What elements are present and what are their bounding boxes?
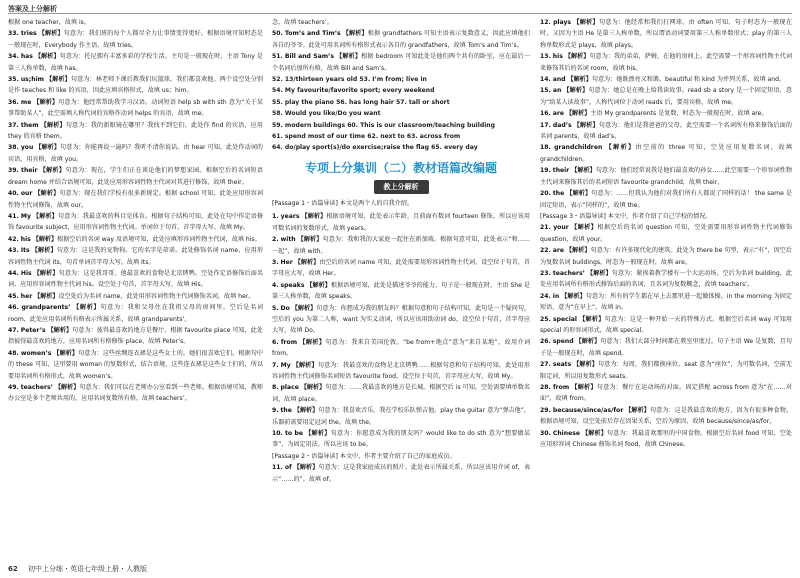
answer-item (540, 291, 792, 314)
analysis-tag: 【解析】 (73, 304, 101, 312)
explanation-text: 句意为：这是我的宠物狗。它的名字是蒂诺。此处修饰名词 name，应用形容词性物主代词 its，句首单词首字母大写。故填 Its。 (8, 247, 263, 266)
explanation-text: 句意为：我喜欢音乐，我在学校乐队弹吉他。play the guitar 意为“弹吉他”，乐器前需要用定冠词 the。故填 the。 (272, 407, 530, 426)
answer-item (540, 222, 792, 245)
explanation-text: 句意为：……我最喜欢的地方是长城。根据空后 is 可知，空处需要填单数名词，故填 place。 (272, 384, 530, 403)
answer-item (8, 28, 263, 51)
answer-word: his (552, 53, 563, 61)
answer-word: place (280, 384, 299, 392)
analysis-tag: 【解析】 (573, 361, 598, 369)
answer-item (8, 165, 263, 188)
explanation-text: 句意为：……但我认为他们对我们所有人都说了同样的话！ the same 是固定短语，表示“同样的”，故填 the。 (540, 190, 792, 209)
explanation-text: 根据 bedroom 可知此处是他们两个共有的卧室，应在最后一个名词后加所有格，故填 Bill and Sam’s。 (272, 53, 530, 72)
book-title: 初中上分练・英语七年级上册・人教版 (27, 565, 147, 573)
item-number: 10. (272, 430, 283, 437)
answer-item (272, 211, 530, 234)
answer-word: because/since/as/for (552, 406, 624, 414)
analysis-tag: 【解析】 (300, 384, 326, 392)
answer-word: and (552, 76, 566, 84)
answer-word: our (20, 190, 33, 198)
explanation-text: 主语 My grandparents 是复数，时态为一般现在时，故填 are。 (590, 110, 768, 118)
left-column (8, 17, 263, 557)
item-number: 21. (540, 224, 551, 232)
analysis-tag: 【解析】 (579, 315, 605, 323)
short-answer-line: 64. do/play sport(s)/do exercise;raise the flag 65. every day (272, 144, 478, 152)
analysis-tag: 【解析】 (293, 464, 319, 472)
short-answer-line: 59. modern buildings 60. This is our classroom/teaching building (272, 121, 495, 129)
explanation-text: 句意为：托尼拥有丰富多彩的学校生活。主句是一般现在时，主语 Tony 是第三人称单数，故填 has。 (8, 53, 263, 72)
answer-item (540, 405, 792, 428)
item-number: 11. (272, 464, 283, 472)
analysis-tag: 【解析】 (33, 212, 58, 220)
answer-item (272, 257, 530, 280)
item-number: 40. (8, 190, 19, 198)
analysis-tag: 【解析】 (342, 30, 368, 38)
analysis-tag: 【解析】 (34, 53, 60, 61)
analysis-tag: 【解析】 (573, 121, 599, 129)
item-number: 41. (8, 212, 19, 220)
answer-item (8, 120, 263, 143)
item-number: 27. (540, 361, 551, 369)
item-number: 42. (8, 235, 19, 243)
item-number: 50. (272, 30, 283, 38)
analysis-tag: 【解析】 (53, 349, 79, 357)
analysis-tag: 【解析】 (47, 326, 73, 334)
analysis-tag: 【解析】 (566, 247, 591, 255)
page-header: 答案及上分解析 (8, 5, 57, 13)
answer-word: from (552, 384, 570, 391)
short-answer-line: 55. play the piano 56. has long hair 57. tall or short (272, 98, 450, 106)
answer-item (8, 234, 263, 245)
section-badge: 教上分解析 (374, 180, 429, 194)
answer-word: an (552, 87, 562, 95)
section-title: 专项上分集训（二）教材语篇改编题 (304, 160, 497, 175)
analysis-tag: 【解析】 (297, 236, 323, 244)
answer-word: me (20, 98, 32, 106)
explanation-text: 句意为：你能再说一遍吗？我听不清你说话。由 hear 可知，此处作动词的宾语，用宾格，故填 you。 (8, 144, 263, 163)
explanation-text: 句意为：他经常和我们打网球。由 often 可知，句子时态为一般现在时，又因为主语 He 是第三人称单数，所以谓语动词要用第三人称单数形式；play 的第三人称单数形式是 plays，故填 plays。 (540, 19, 792, 49)
analysis-tag: 【解析】 (34, 190, 60, 198)
answer-word: with (280, 236, 296, 244)
passage-intro: [Passage 1・语篇导读] 本文是两个人的自我介绍。 (272, 199, 413, 207)
explanation-text: 根据空后的名词 question 可知，空处需要用形容词性物主代词修饰 question，故填 your。 (540, 224, 792, 243)
item-number: 1. (272, 213, 279, 221)
answer-item (8, 268, 263, 291)
answer-item (8, 51, 263, 74)
item-number: 23. (540, 269, 551, 277)
answer-item (272, 17, 530, 28)
item-number: 45. (8, 292, 19, 300)
answer-word: teachers’ (20, 384, 53, 391)
item-number: 17. (540, 121, 551, 129)
item-number: 43. (8, 247, 19, 255)
answer-item (540, 142, 792, 165)
analysis-tag: 【解析】 (575, 338, 601, 346)
answer-word: them (20, 121, 39, 129)
item-number: 12. (540, 19, 551, 26)
answer-word: special (552, 315, 578, 323)
explanation-text: 根据语境可知，此处表示年龄，且前面有数词 fourteen 修饰，所以应该用可数名词的复数形式，故填 years。 (272, 213, 530, 232)
answer-word: seats (552, 361, 572, 369)
answer-item (540, 188, 792, 211)
item-number: 49. (8, 384, 19, 391)
explanation-text: 念，故填 teachers’。 (272, 19, 333, 26)
analysis-tag: 【解析】 (565, 110, 591, 118)
middle-column (272, 17, 530, 557)
answer-word: dad’s (552, 121, 572, 129)
answer-word: grandparents’ (21, 304, 71, 312)
answer-word: women’s (20, 349, 52, 357)
answer-item (540, 120, 792, 143)
answer-item (8, 188, 263, 211)
answer-item (272, 428, 530, 451)
answer-item (540, 314, 792, 337)
explanation-text: 句意为：紧挨着教学楼有一个大运动场。空后为名词 building，此处应用名词所有格形式修饰后面的名词，且名词为复数概念，故填 teachers’。 (540, 269, 792, 289)
item-number: 16. (540, 110, 551, 118)
explanation-text: 句意为：我的新眼镜在哪里？我找不到它们。此处作 find 的宾语，应用 they 的宾格 them。 (8, 121, 263, 141)
answer-word: My (20, 212, 31, 220)
analysis-tag: 【解析】 (571, 384, 597, 391)
item-number: 15. (540, 87, 551, 95)
answer-item (540, 74, 792, 85)
item-number: 6. (272, 338, 279, 346)
explanation-text: 句意为：我们可以在老师办公室看到一些老师。根据语境可知，教师办公室是多个老师共用的，应用名词复数所有格，故填 teachers’。 (8, 384, 263, 403)
item-number: 14. (540, 76, 551, 84)
item-number: 13. (540, 53, 551, 61)
item-number: 18. (540, 144, 551, 152)
answer-word: has (20, 53, 33, 61)
answer-word: us;him (20, 76, 45, 84)
explanation-text: 句意为：他们是我爸爸的父母。此空需要一个名词所有格来修饰后面的名词 parents，故填 dad’s。 (540, 121, 792, 141)
explanation-text: 句意为：你愿意成为我的朋友吗？would like to do sth 意为“想要做某事”，为固定用法，所以应该 to be。 (272, 430, 530, 449)
explanation-text: 句意为：彼得最喜欢的地方是餐厅。根据 favourite place 可知，此处指彼得最喜欢的地方，应用名词所有格修饰 place，故填 Peter’s。 (8, 326, 263, 346)
short-answer-line: 54. My favourite/favorite sport; every weekend (272, 87, 435, 95)
answer-word: Peter’s (20, 326, 46, 334)
explanation-text: 句意为：我和父母住在我祖父母的房间里。空后是名词 room，此处应用名词所有格表示所属关系，故填 grandparents’。 (8, 304, 263, 323)
item-number: 20. (540, 190, 551, 198)
answer-item (8, 74, 263, 97)
answer-word: to be (285, 430, 303, 437)
explanation-text: 句意为：这是我最喜欢的地方，因为有很多种食物。根据语境可知，设空处前后存在因果关系，空后为原因，故填 because/since/as/for。 (540, 406, 792, 426)
explanation-text: 根据语境可知，此处是描述爷爷的能力，句子是一般现在时，主语 She 是第三人称单数，故填 speaks。 (272, 281, 530, 301)
answer-item (540, 17, 792, 51)
answer-word: the (280, 407, 292, 415)
middle-top-answers (272, 17, 530, 74)
answer-item (272, 382, 530, 405)
analysis-tag: 【解析】 (299, 338, 326, 346)
analysis-tag: 【解析】 (571, 224, 598, 232)
item-number: 8. (272, 384, 279, 392)
answer-word: plays (553, 19, 572, 26)
answer-item (540, 51, 792, 74)
analysis-tag: 【解析】 (571, 167, 596, 175)
answer-item (8, 97, 263, 120)
analysis-tag: 【解析】 (46, 76, 71, 84)
answer-word: your (553, 224, 569, 232)
answer-word: Do (280, 304, 290, 312)
item-number: 30. (540, 429, 551, 437)
short-answer-line: 58. Would you like/Do you want (272, 110, 381, 118)
item-number: 2. (272, 236, 279, 244)
answer-item (272, 51, 530, 74)
answer-item (272, 360, 530, 383)
answer-item (272, 28, 530, 51)
explanation-text: 句意为：他们经常说我是他们最喜欢的孙女……此空需要一个形容词性物主代词来修饰其后的名词短语 favourite grandchild，故填 their。 (540, 167, 792, 186)
right-column (540, 17, 792, 557)
answer-word: are (552, 110, 564, 118)
explanation-text: 根据空后的名词 way 及语境可知，此处应填形容词性物主代词，故填 his。 (57, 235, 261, 243)
answer-word: are (552, 247, 565, 255)
answer-word: grandchildren (554, 144, 603, 152)
answer-word: Her (280, 258, 293, 266)
explanation-text: 句意为：这是我哥哥。他最喜欢的食物是北京烤鸭。空处作定语修饰后面名词，应用形容词性物主代词 his。设空处于句首，首字母大写，故填 His。 (8, 269, 263, 289)
page-number: 62 (8, 565, 18, 573)
answer-item (540, 108, 792, 119)
item-number: 22. (540, 247, 551, 255)
explanation-text: 设空处后为名词 name，此处用形容词性物主代词修饰名词，故填 her。 (58, 292, 255, 300)
analysis-tag: 【解析】 (587, 269, 612, 277)
middle-bottom-answers (272, 211, 530, 485)
answer-word: Tom’s and Tim’s (284, 30, 341, 38)
answer-item (272, 337, 530, 360)
item-number: 47. (8, 326, 19, 334)
explanation-text: 句意为：我的弟弟，萨姆，在他的房间上。此空需要一个形容词性物主代词来修饰其后的名词 room，故填 his。 (540, 53, 792, 72)
answer-item (272, 280, 530, 303)
explanation-text: 句意为：她总是在晚上给我读故事。read sb a story 是一个固定短语，意为“给某人读故事”，人称代词位于动词 reads 后，要用宾格，故填 me。 (540, 87, 792, 106)
item-number: 44. (8, 269, 19, 277)
answer-word: you (20, 144, 34, 152)
analysis-tag: 【解析】 (566, 190, 592, 198)
explanation-text: 句意为：我们大部分时间都在教室里度过。句子主语 We 是复数，且句子是一般现在时，故填 spend。 (540, 338, 792, 357)
explanation-text: 由空后的名词 name 可知，此处需要用形容词性物主代词，设空位于句首，首字母应大写，故填 Her。 (272, 258, 530, 278)
answer-word: in (552, 292, 560, 300)
explanation-text: 句意为：我最喜欢的食物是北京烤鸭……根据句意和句子结构可知，此处用形容词性物主代词修饰名词短语 favourite food，设空位于句首，首字母应大写，故填 My。 (272, 361, 530, 380)
item-number: 39. (8, 167, 19, 175)
answer-item (540, 428, 792, 451)
answer-word: Chinese (552, 429, 580, 437)
answer-word: Bill and Sam’s (284, 53, 334, 61)
analysis-tag: 【解析】 (573, 19, 599, 26)
answer-item (8, 17, 263, 28)
answer-item (540, 85, 792, 108)
short-answer-list (272, 74, 530, 154)
answer-word: His (20, 269, 32, 277)
item-number: 33. (8, 30, 19, 38)
item-number: 48. (8, 349, 19, 357)
analysis-tag: 【解析】 (294, 258, 320, 266)
explanation-text: 句意为：你想成为我的朋友吗？根据句意和句子结构可知，此句是一个疑问句，空后的 you 为第二人称，want 为实义动词，所以应该用助动词 do，设空位于句首，首字母应大写，故填 Do。 (272, 304, 530, 335)
explanation-text: 句意为：现在我们学校有很多新规定。根据 school 可知，此处应用形容词性物主代词修饰，故填 our。 (8, 190, 263, 209)
explanation-text: 句意为：有许多现代化的建筑。此处为 there be 句型，表示“有”，因空后为复数名词 buildings，时态为一般现在时，故填 are。 (540, 247, 792, 266)
page-footer (8, 564, 147, 574)
answer-item (272, 234, 530, 257)
answer-item (540, 165, 792, 188)
analysis-tag: 【解析】 (33, 98, 59, 106)
answer-word: Its (20, 247, 30, 255)
analysis-tag: 【解析】 (582, 429, 607, 437)
answer-item (540, 245, 792, 268)
item-number: 26. (540, 338, 551, 346)
analysis-tag: 【解析】 (301, 213, 327, 221)
analysis-tag: 【解析】 (31, 247, 57, 255)
item-number: 24. (540, 292, 551, 300)
explanation-text: 句意为：我来自美国伦敦。“be from+地点”意为“来自某地”，故用介词 from。 (272, 338, 530, 358)
item-number: 9. (272, 407, 279, 415)
answer-item (540, 359, 792, 382)
item-number: 51. (272, 53, 283, 61)
analysis-tag: 【解析】 (32, 235, 58, 243)
answer-word: teachers’ (552, 269, 586, 277)
analysis-tag: 【解析】 (34, 292, 59, 300)
answer-item (8, 291, 263, 302)
short-answer-line: 61. spend most of our time 62. next to 63. across from (272, 133, 461, 141)
answer-word: My (280, 361, 291, 369)
answer-item (272, 303, 530, 337)
explanation-text: 根据 one teacher，故填 is。 (8, 19, 90, 26)
answer-item (540, 336, 792, 359)
answer-word: tries (20, 30, 37, 38)
analysis-tag: 【解析】 (305, 430, 331, 437)
answer-word: speaks (280, 281, 305, 289)
explanation-text: 根据 grandfathers 可知主语表示复数意义，因此应填他们各自的爷爷。此处可用名词所有格形式表示各自的 grandfathers，故填 Tom’s and Tim’s。 (272, 30, 530, 49)
item-number: 5. (272, 304, 279, 312)
answer-word: the (552, 190, 565, 198)
explanation-text: [Passage 3・语篇导读] 本文中，作者介绍了自己学校的情况。 (540, 212, 712, 220)
item-number: 29. (540, 406, 551, 414)
answer-item (540, 211, 792, 222)
explanation-text: 句意为：所有的学生都在早上去那里进一起做体操。in the morning 为固定短语，意为“在早上”，故填 in。 (540, 292, 792, 312)
analysis-tag: 【解析】 (561, 292, 586, 300)
answer-word: their (21, 167, 38, 175)
analysis-tag: 【解析】 (292, 361, 318, 369)
item-number: 3. (272, 258, 279, 266)
explanation-text: 句意为：每周，我们都换座位。seat 意为“座位”，为可数名词，空前无限定词，所以用复数形式 seats。 (540, 361, 792, 380)
item-number: 34. (8, 53, 19, 61)
answer-word: his (20, 235, 31, 243)
analysis-tag: 【解析】 (291, 304, 317, 312)
item-number: 46. (8, 304, 19, 312)
answer-word: spend (552, 338, 574, 346)
analysis-tag: 【解析】 (35, 144, 61, 152)
section-badge-wrap (272, 180, 530, 194)
analysis-tag: 【解析】 (33, 269, 59, 277)
item-number: 37. (8, 121, 19, 129)
explanation-text: 句意为：餐厅在运动场的对面。固定搭配 across from 意为“在……对面”，故填 from。 (540, 384, 792, 403)
item-number: 7. (272, 361, 279, 369)
item-number: 28. (540, 384, 551, 391)
item-number: 36. (8, 98, 19, 106)
item-number: 25. (540, 315, 551, 323)
answer-word: their (552, 167, 570, 175)
explanation-text: 句意为：这是一种开始一天的特殊方式。根据空后名词 way 可知用 special 的形容词形式，故填 special。 (540, 315, 792, 334)
analysis-tag: 【解析】 (567, 76, 592, 84)
explanation-text: 句意为：我和我的大家庭一起住在新加坡。根据句意可知，此处表示“和……一起”，故填 with。 (272, 236, 530, 255)
analysis-tag: 【解析】 (306, 281, 331, 289)
answer-item (8, 348, 263, 382)
explanation-text: 句意为：我们班的每个人都尽全力让事情变得更好。根据语境可知时态是一般现在时，Everybody 作主语，故填 tries。 (8, 30, 263, 49)
item-number: 35. (8, 76, 19, 84)
analysis-tag: 【解析】 (336, 53, 362, 61)
answer-item (8, 382, 263, 405)
analysis-tag: 【解析】 (625, 406, 650, 414)
explanation-text: 句意为：这是我家庭成员的照片。此处表示所属关系，所以应该用介词 of，表示“……的”。故填 of。 (272, 464, 530, 483)
explanation-text: 句意为：现在，学生们正在谈论他们的梦想家园。根据空后的名词短语 dream home 并结合语境可知，此处应用形容词性物主代词对其进行修饰，故填 their。 (8, 167, 263, 186)
answer-item (272, 451, 530, 462)
explanation-text: [Passage 2・语篇导读] 本文中，作者主要介绍了自己的家庭成员。 (272, 452, 456, 460)
answer-item (8, 245, 263, 268)
explanation-text: 句意为：我最喜欢的科目是体育。根据句子结构可知，此处在句中作定语修饰 favourite subject，应用形容词性物主代词。单词位于句首，首字母大写。故填 My。 (8, 212, 263, 232)
explanation-text: 句意为：我最喜欢那里的中国食物。根据空后名词 food 可知，空处应用形容词 Chinese 修饰名词 food，故填 Chinese。 (540, 429, 792, 449)
answer-item (272, 462, 530, 485)
analysis-tag: 【解析】 (564, 53, 590, 61)
analysis-tag: 【解析】 (40, 121, 66, 129)
answer-item (8, 302, 263, 325)
answer-word: from (280, 338, 298, 346)
analysis-tag: 【解析】 (605, 144, 636, 152)
answer-item (8, 142, 263, 165)
answer-word: her (20, 292, 33, 300)
answer-item (8, 211, 263, 234)
analysis-tag: 【解析】 (293, 407, 319, 415)
explanation-text: 句意为：他经常帮助我学习汉语。动词短语 help sb with sth 意为“关于某事帮助某人”，此空需填人称代词的宾格作动词 helps 的宾语，故填 me。 (8, 98, 263, 118)
short-answer-line: 52. 13/thirteen years old 53. I’m from; live in (272, 76, 427, 84)
answer-word: years (280, 213, 300, 221)
answer-item (272, 405, 530, 428)
answer-item (540, 268, 792, 291)
item-number: 4. (272, 281, 279, 289)
header-divider (8, 13, 792, 14)
analysis-tag: 【解析】 (38, 30, 64, 38)
item-number: 38. (8, 144, 19, 152)
answer-item (8, 325, 263, 348)
item-number: 19. (540, 167, 551, 175)
answer-word: of (284, 464, 292, 472)
analysis-tag: 【解析】 (54, 384, 80, 391)
analysis-tag: 【解析】 (563, 87, 589, 95)
analysis-tag: 【解析】 (39, 167, 66, 175)
explanation-text: 由空前的 three 可知，空处应用复数名词，故填 grandchildren。 (540, 144, 792, 163)
explanation-text: 句意为：她既漂亮又和蔼。beautiful 和 kind 为并列关系，故填 and。 (591, 76, 786, 84)
explanation-text: 句意为：这些丝绸连衣裙是这些女士的。她们很喜欢它们。根据句中的 these 可知，这里要用 woman 的复数形式，结合语境，这些连衣裙是这些女士们的，所以要用名词所有格形式，故填 women’s。 (8, 349, 263, 380)
explanation-text: 句意为：林老师下课后教我们玩篮球。我们都喜欢他。两个设空处分别是作 teaches 和 like 的宾语，因此应填宾格形式，故填 us；him。 (8, 76, 263, 95)
answer-item (540, 382, 792, 405)
